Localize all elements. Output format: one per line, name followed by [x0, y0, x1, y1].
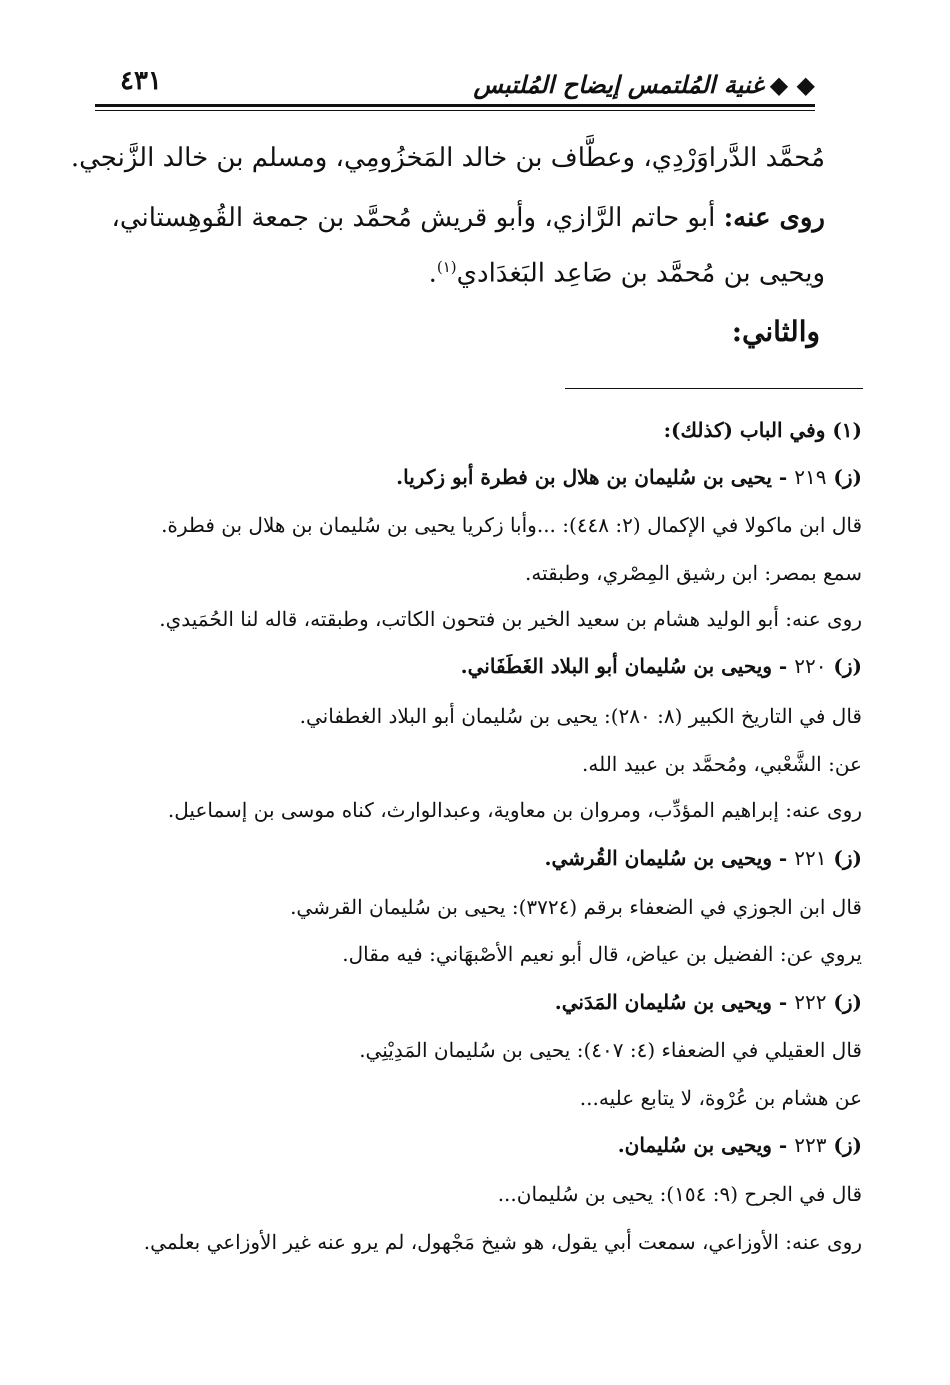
footnote-line: عن: الشَّعْبي، ومُحمَّد بن عبيد الله. — [582, 752, 862, 776]
book-title: غنية المُلتمس إيضاح المُلتبس — [473, 70, 764, 99]
entry-number: ٢٢٢ — [794, 990, 827, 1014]
entry-marker: (ز) — [833, 654, 862, 678]
running-header — [95, 62, 815, 102]
narrated-by-label: روى عنه: — [723, 203, 825, 233]
footnote-entry-heading — [545, 848, 863, 868]
entry-title: - ويحيى بن سُليمان. — [617, 1133, 788, 1157]
footnote-line: يروي عن: الفضيل بن عياض، قال أبو نعيم الأصْبهَاني: فيه مقال. — [342, 942, 862, 966]
entry-marker: (ز) — [833, 465, 862, 489]
entry-title: - ويحيى بن سُليمان القُرشي. — [544, 846, 788, 870]
entry-number: ٢٢٣ — [794, 1133, 827, 1157]
entry-number: ٢٢١ — [794, 846, 827, 870]
footnote-entry-heading — [555, 992, 862, 1012]
body-line-narrators-cont — [429, 258, 825, 289]
footnote-line: روى عنه: أبو الوليد هشام بن سعيد الخير بن فتحون الكاتب، وطبقته، قاله لنا الحُمَيدي. — [159, 607, 862, 631]
entry-marker: (ز) — [833, 990, 862, 1014]
diamond-ornament-icon: ◆ ◆ — [769, 70, 815, 99]
footnote-line: قال في التاريخ الكبير (٨: ٢٨٠): يحيى بن سُليمان أبو البلاد الغطفاني. — [299, 704, 862, 728]
entry-marker: (ز) — [833, 1133, 862, 1157]
footnote-line: قال في الجرح (٩: ١٥٤): يحيى بن سُليمان... — [497, 1182, 862, 1206]
footnote-line: سمع بمصر: ابن رشيق المِصْري، وطبقته. — [524, 561, 862, 585]
entry-title: - ويحيى بن سُليمان أبو البلاد الغَطَفَاني. — [460, 654, 788, 678]
narrators-text-cont: ويحيى بن مُحمَّد بن صَاعِد البَغدَادي — [456, 258, 825, 289]
entry-marker: (ز) — [833, 846, 862, 870]
entry-number: ٢١٩ — [794, 465, 827, 489]
footnote-entry-heading — [461, 656, 862, 676]
entry-title: - يحيى بن سُليمان بن هلال بن فطرة أبو زكريا. — [396, 465, 788, 489]
footnote-entry-heading — [618, 1135, 862, 1155]
footnote-line: قال العقيلي في الضعفاء (٤: ٤٠٧): يحيى بن سُليمان المَدِيْنِي. — [359, 1038, 862, 1062]
entry-number: ٢٢٠ — [794, 654, 827, 678]
body-line-narrators — [111, 203, 825, 233]
page-number: ٤٣١ — [120, 66, 162, 96]
narrators-text: أبو حاتم الرَّازي، وأبو قريش مُحمَّد بن جمعة القُوهِستاني، — [111, 203, 716, 233]
footnote-line: قال ابن الجوزي في الضعفاء برقم (٣٧٢٤): يحيى بن سُليمان القرشي. — [290, 895, 862, 919]
footnote-separator — [565, 388, 863, 389]
footnote-heading: (١) وفي الباب (كذلك): — [663, 418, 862, 442]
footnote-entry-heading — [396, 467, 862, 487]
footnote-reference: (١) — [436, 258, 457, 276]
footnote-line: روى عنه: إبراهيم المؤدِّب، ومروان بن معاوية، وعبدالوارث، كناه موسى بن إسماعيل. — [167, 798, 862, 822]
running-title — [473, 70, 815, 99]
footnote-line: روى عنه: الأوزاعي، سمعت أبي يقول، هو شيخ مَجْهول، لم يرو عنه غير الأوزاعي بعلمي. — [143, 1230, 862, 1254]
header-rule-thin — [95, 110, 815, 111]
body-line-teachers: مُحمَّد الدَّراوَرْدِي، وعطَّاف بن خالد المَخزُومِي، ومسلم بن خالد الزَّنجي. — [70, 143, 825, 173]
footnote-line: عن هشام بن عُرْوة، لا يتابع عليه... — [579, 1086, 862, 1110]
entry-title: - ويحيى بن سُليمان المَدَني. — [554, 990, 788, 1014]
sentence-end: . — [428, 258, 437, 289]
footnote-line: قال ابن ماكولا في الإكمال (٢: ٤٤٨): ...وأبا زكريا يحيى بن سُليمان بن هلال بن فطرة. — [161, 513, 862, 537]
section-heading: والثاني: — [731, 315, 820, 348]
header-rule-thick — [95, 104, 815, 107]
